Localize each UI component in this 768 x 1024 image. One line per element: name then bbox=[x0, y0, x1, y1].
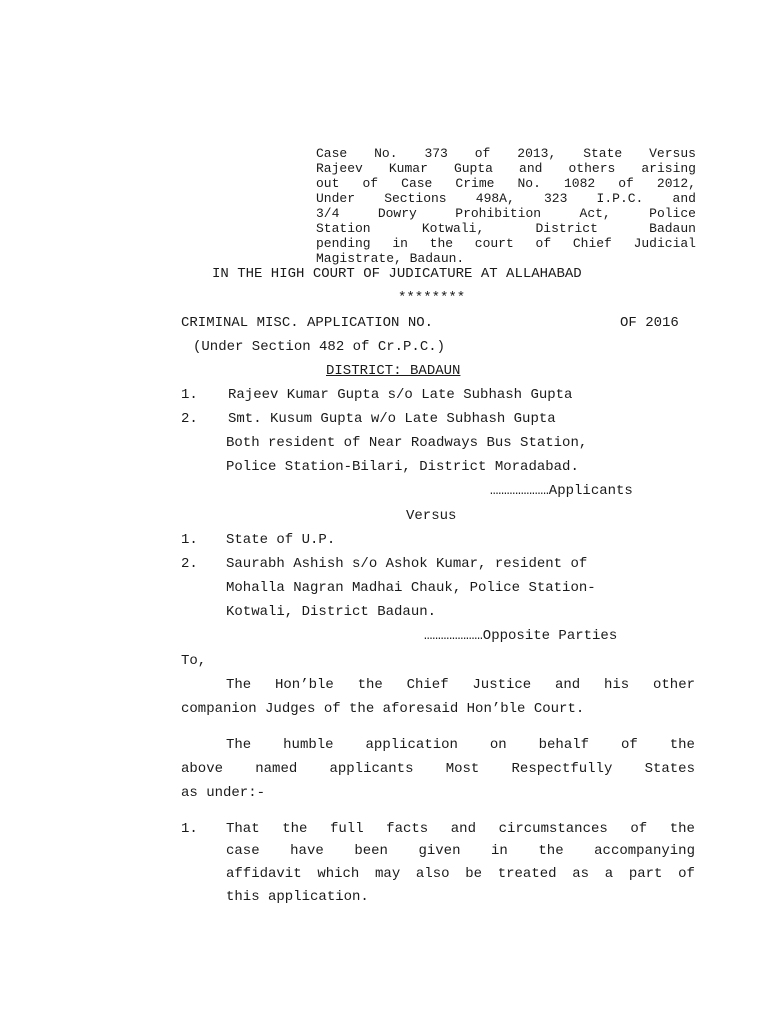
word: Crime bbox=[455, 176, 495, 191]
stars-separator: ******** bbox=[398, 290, 466, 306]
word: of bbox=[535, 236, 552, 251]
court-title: IN THE HIGH COURT OF JUDICATURE AT ALLAHABAD bbox=[212, 266, 582, 282]
word: above bbox=[181, 761, 224, 777]
word: and bbox=[519, 161, 543, 176]
district-heading: DISTRICT: BADAUN bbox=[326, 363, 461, 379]
paragraph-line: this application. bbox=[226, 889, 369, 905]
application-year: OF 2016 bbox=[620, 315, 679, 331]
word: 498A, bbox=[475, 191, 515, 206]
word: That bbox=[226, 821, 260, 837]
case-line bbox=[316, 176, 696, 191]
word: and bbox=[672, 191, 696, 206]
word: the bbox=[538, 843, 564, 859]
word: part bbox=[628, 866, 663, 882]
word: of bbox=[678, 866, 695, 882]
word: Respectfully bbox=[511, 761, 613, 777]
opposite-party-address: Mohalla Nagran Madhai Chauk, Police Station- bbox=[226, 580, 596, 596]
paragraph-number: 1. bbox=[181, 821, 198, 837]
word: Act, bbox=[579, 206, 611, 221]
word: have bbox=[290, 843, 324, 859]
applicant-residence: Both resident of Near Roadways Bus Station, bbox=[226, 435, 588, 451]
opposite-parties-label: …………………Opposite Parties bbox=[424, 628, 618, 644]
word: The bbox=[226, 737, 252, 753]
salutation: To, bbox=[181, 653, 207, 669]
word: other bbox=[652, 677, 695, 693]
word: and bbox=[554, 677, 581, 693]
case-line bbox=[316, 221, 696, 236]
paragraph-line bbox=[226, 821, 695, 837]
word: court bbox=[474, 236, 514, 251]
word: No. bbox=[517, 176, 541, 191]
word: facts bbox=[386, 821, 429, 837]
word: the bbox=[357, 677, 383, 693]
word: case bbox=[226, 843, 260, 859]
application-no-label: CRIMINAL MISC. APPLICATION NO. bbox=[181, 315, 434, 331]
word: also bbox=[415, 866, 450, 882]
word: of bbox=[618, 176, 634, 191]
word: 2013, bbox=[517, 146, 557, 161]
case-line bbox=[316, 236, 696, 251]
word: the bbox=[282, 821, 308, 837]
applicant-number: 1. bbox=[181, 387, 198, 403]
address-line: companion Judges of the aforesaid Hon’ble Court. bbox=[181, 701, 585, 717]
word: 2012, bbox=[656, 176, 696, 191]
case-reference-block bbox=[316, 146, 696, 266]
word: of bbox=[362, 176, 379, 191]
word: Hon’ble bbox=[275, 677, 334, 693]
word: Under bbox=[316, 191, 356, 206]
word: State bbox=[583, 146, 623, 161]
opposite-party-name: Saurabh Ashish s/o Ashok Kumar, resident of bbox=[226, 556, 588, 572]
word: Magistrate, Badaun. bbox=[316, 251, 465, 266]
word: named bbox=[255, 761, 298, 777]
word: Chief bbox=[572, 236, 612, 251]
word: pending bbox=[316, 236, 371, 251]
word: Case bbox=[316, 146, 348, 161]
word: No. bbox=[374, 146, 398, 161]
word: States bbox=[644, 761, 695, 777]
applicant-name: Rajeev Kumar Gupta s/o Late Subhash Gupta bbox=[228, 387, 573, 403]
word: the bbox=[429, 236, 454, 251]
word: been bbox=[354, 843, 388, 859]
word: Police bbox=[649, 206, 696, 221]
case-line bbox=[316, 146, 696, 161]
word: the bbox=[669, 737, 695, 753]
word: Judicial bbox=[633, 236, 696, 251]
word: Case bbox=[401, 176, 433, 191]
word: Rajeev bbox=[316, 161, 363, 176]
word: Prohibition bbox=[455, 206, 542, 221]
applicants-label: …………………Applicants bbox=[490, 483, 633, 499]
humble-line bbox=[181, 761, 695, 777]
opposite-number: 2. bbox=[181, 556, 198, 572]
word: Dowry bbox=[377, 206, 417, 221]
word: Kotwali, bbox=[421, 221, 485, 236]
word: Kumar bbox=[388, 161, 428, 176]
humble-line: as under:- bbox=[181, 785, 266, 801]
paragraph-line bbox=[226, 866, 695, 882]
word: on bbox=[489, 737, 507, 753]
word: behalf bbox=[538, 737, 590, 753]
word: of bbox=[620, 737, 638, 753]
case-line bbox=[316, 191, 696, 206]
word: in bbox=[491, 843, 508, 859]
word: I.P.C. bbox=[596, 191, 644, 206]
word: Badaun bbox=[649, 221, 696, 236]
applicant-residence: Police Station-Bilari, District Moradabad. bbox=[226, 459, 579, 475]
word: 323 bbox=[543, 191, 568, 206]
word: Most bbox=[445, 761, 480, 777]
case-line bbox=[316, 251, 696, 266]
word: circumstances bbox=[498, 821, 608, 837]
word: his bbox=[603, 677, 630, 693]
word: be bbox=[465, 866, 483, 882]
word: The bbox=[226, 677, 252, 693]
word: treated bbox=[497, 866, 557, 882]
paragraph-line bbox=[226, 843, 695, 859]
word: District bbox=[535, 221, 598, 236]
word: Justice bbox=[472, 677, 532, 693]
word: of bbox=[630, 821, 648, 837]
word: applicants bbox=[329, 761, 414, 777]
word: in bbox=[392, 236, 408, 251]
word: Gupta bbox=[453, 161, 493, 176]
applicant-number: 2. bbox=[181, 411, 198, 427]
case-line bbox=[316, 206, 696, 221]
under-section: (Under Section 482 of Cr.P.C.) bbox=[193, 339, 446, 355]
word: application bbox=[365, 737, 458, 753]
word: Versus bbox=[649, 146, 696, 161]
opposite-party-address: Kotwali, District Badaun. bbox=[226, 604, 437, 620]
word: others bbox=[568, 161, 616, 176]
word: as bbox=[572, 866, 590, 882]
word: 3/4 bbox=[316, 206, 340, 221]
word: Station bbox=[316, 221, 371, 236]
word: Chief bbox=[406, 677, 449, 693]
word: out bbox=[316, 176, 340, 191]
word: 373 bbox=[424, 146, 448, 161]
word: Sections bbox=[384, 191, 447, 206]
word: given bbox=[418, 843, 461, 859]
word: full bbox=[329, 821, 364, 837]
word: arising bbox=[641, 161, 696, 176]
humble-line bbox=[226, 737, 695, 753]
applicant-name: Smt. Kusum Gupta w/o Late Subhash Gupta bbox=[228, 411, 556, 427]
versus-label: Versus bbox=[406, 508, 457, 524]
word: 1082 bbox=[563, 176, 596, 191]
word: the bbox=[669, 821, 695, 837]
word: may bbox=[375, 866, 401, 882]
opposite-number: 1. bbox=[181, 532, 198, 548]
word: a bbox=[604, 866, 614, 882]
word: affidavit bbox=[226, 866, 302, 882]
address-line bbox=[226, 677, 695, 693]
word: which bbox=[317, 866, 360, 882]
case-line bbox=[316, 161, 696, 176]
word: and bbox=[450, 821, 476, 837]
word: accompanying bbox=[594, 843, 695, 859]
word: of bbox=[474, 146, 491, 161]
opposite-party-name: State of U.P. bbox=[226, 532, 336, 548]
word: humble bbox=[283, 737, 334, 753]
